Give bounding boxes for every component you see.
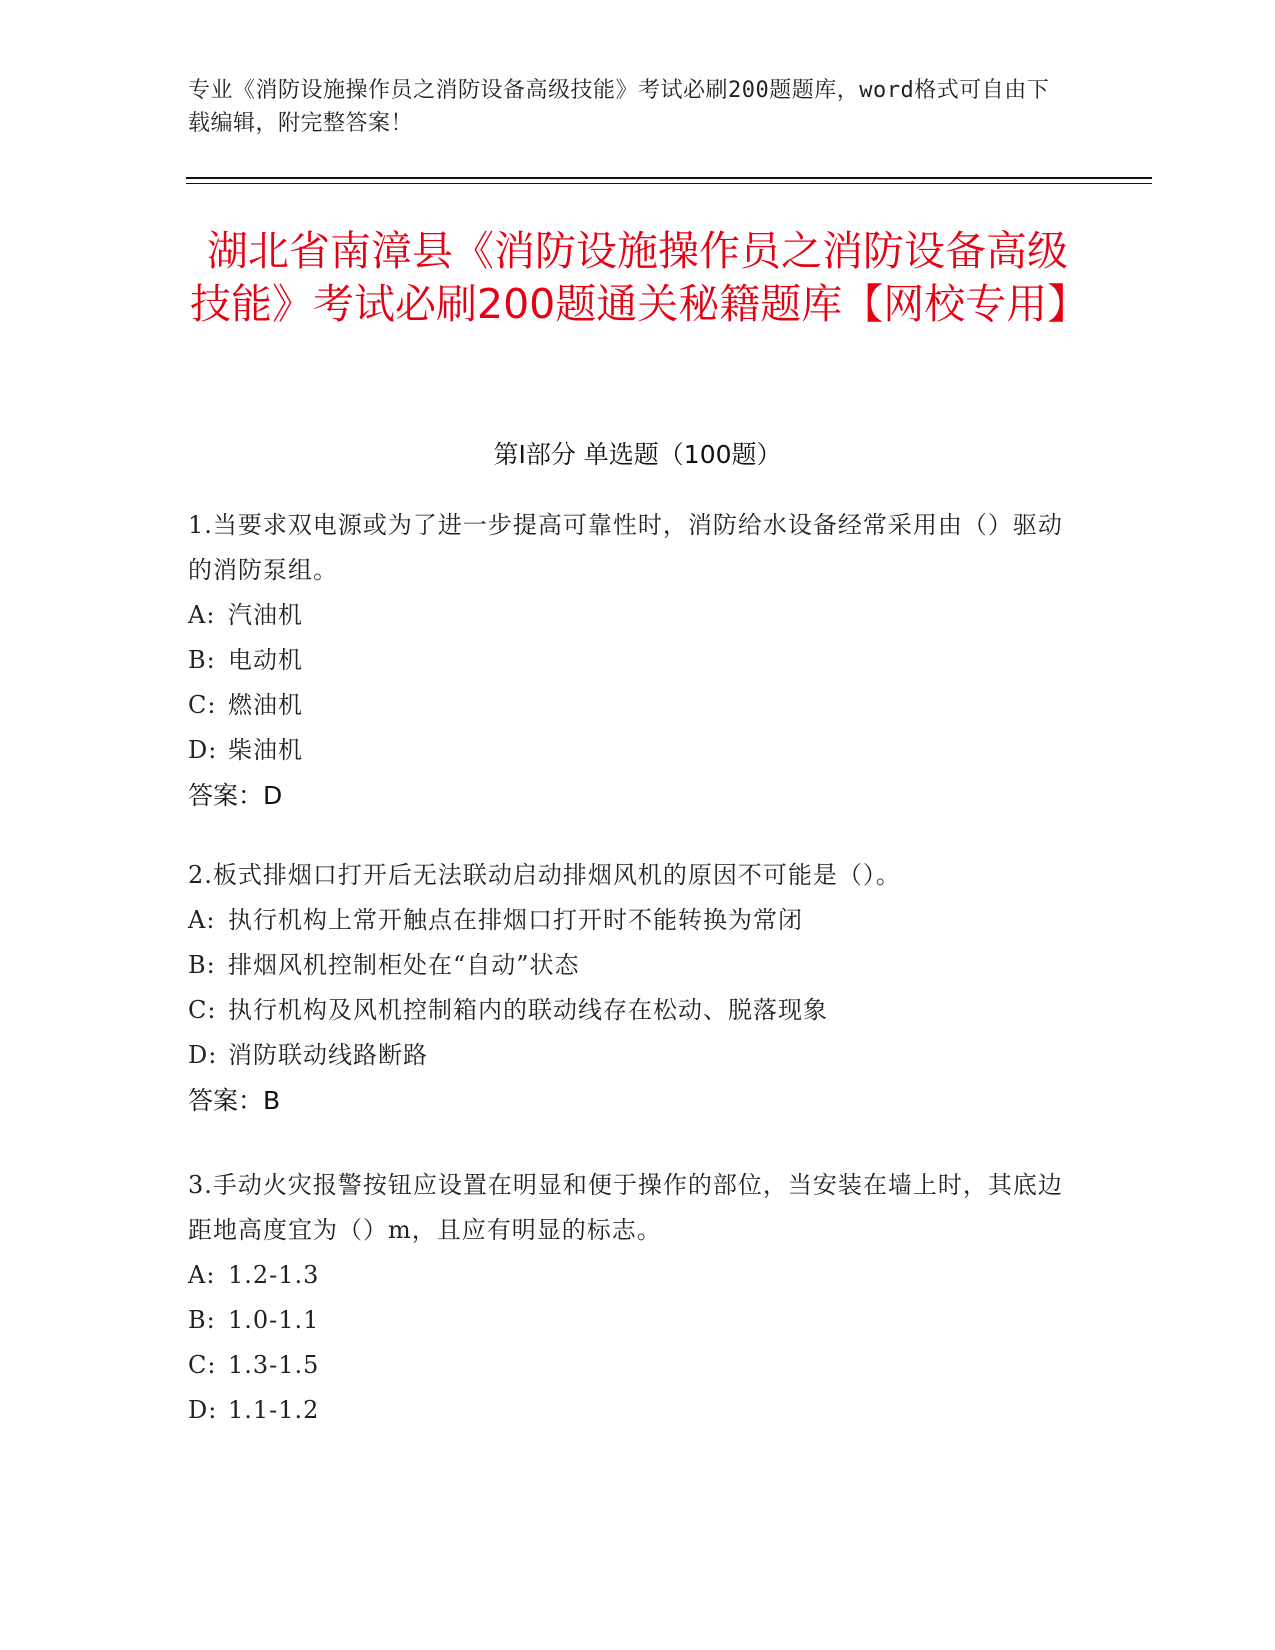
option-a — [188, 593, 1068, 638]
header-divider-thin — [186, 183, 1152, 184]
header-note: 专业《消防设施操作员之消防设备高级技能》考试必刷200题题库，word格式可自由下载编辑，附完整答案！ — [188, 78, 1050, 136]
option-d — [188, 1033, 1068, 1078]
option-key: D: — [188, 736, 218, 764]
option-text: 消防联动线路断路 — [228, 1041, 428, 1069]
answer: 答案：B — [188, 1086, 281, 1115]
option-b — [188, 638, 1068, 683]
option-key: D: — [188, 1041, 218, 1069]
header-divider-thick — [186, 177, 1152, 179]
option-key: C: — [188, 691, 217, 719]
option-text: 电动机 — [228, 646, 303, 674]
option-text: 执行机构及风机控制箱内的联动线存在松动、脱落现象 — [228, 996, 828, 1024]
question-1 — [188, 503, 1068, 818]
option-text: 燃油机 — [228, 691, 303, 719]
question-text: 2.板式排烟口打开后无法联动启动排烟风机的原因不可能是（）。 — [188, 861, 901, 889]
option-key: A: — [188, 1261, 216, 1289]
option-a — [188, 1253, 1068, 1298]
option-c — [188, 988, 1068, 1033]
option-d — [188, 728, 1068, 773]
option-a — [188, 898, 1068, 943]
option-key: C: — [188, 996, 217, 1024]
document-title: 湖北省南漳县《消防设施操作员之消防设备高级技能》考试必刷200题通关秘籍题库【网校专用】 — [190, 227, 1089, 328]
option-key: B: — [188, 951, 216, 979]
option-c — [188, 1343, 1068, 1388]
option-text: 汽油机 — [228, 601, 303, 629]
answer: 答案：D — [188, 781, 283, 810]
option-key: A: — [188, 906, 216, 934]
option-text: 执行机构上常开触点在排烟口打开时不能转换为常闭 — [228, 906, 803, 934]
option-b — [188, 1298, 1068, 1343]
option-text: 柴油机 — [228, 736, 303, 764]
option-text: 1.0-1.1 — [228, 1306, 320, 1334]
question-text: 1.当要求双电源或为了进一步提高可靠性时，消防给水设备经常采用由（）驱动的消防泵组。 — [188, 511, 1063, 584]
question-text: 3.手动火灾报警按钮应设置在明显和便于操作的部位，当安装在墙上时，其底边距地高度宜为（）m，且应有明显的标志。 — [188, 1171, 1063, 1244]
option-key: D: — [188, 1396, 218, 1424]
option-key: B: — [188, 1306, 216, 1334]
question-3 — [188, 1163, 1068, 1433]
option-d — [188, 1388, 1068, 1433]
option-c — [188, 683, 1068, 728]
option-key: A: — [188, 601, 216, 629]
option-key: B: — [188, 646, 216, 674]
option-b — [188, 943, 1068, 988]
option-text: 排烟风机控制柜处在“自动”状态 — [228, 951, 580, 979]
option-key: C: — [188, 1351, 217, 1379]
section-title: 第Ⅰ部分 单选题（100题） — [493, 440, 782, 469]
option-text: 1.3-1.5 — [228, 1351, 320, 1379]
question-2 — [188, 853, 1068, 1123]
option-text: 1.1-1.2 — [228, 1396, 320, 1424]
option-text: 1.2-1.3 — [228, 1261, 320, 1289]
